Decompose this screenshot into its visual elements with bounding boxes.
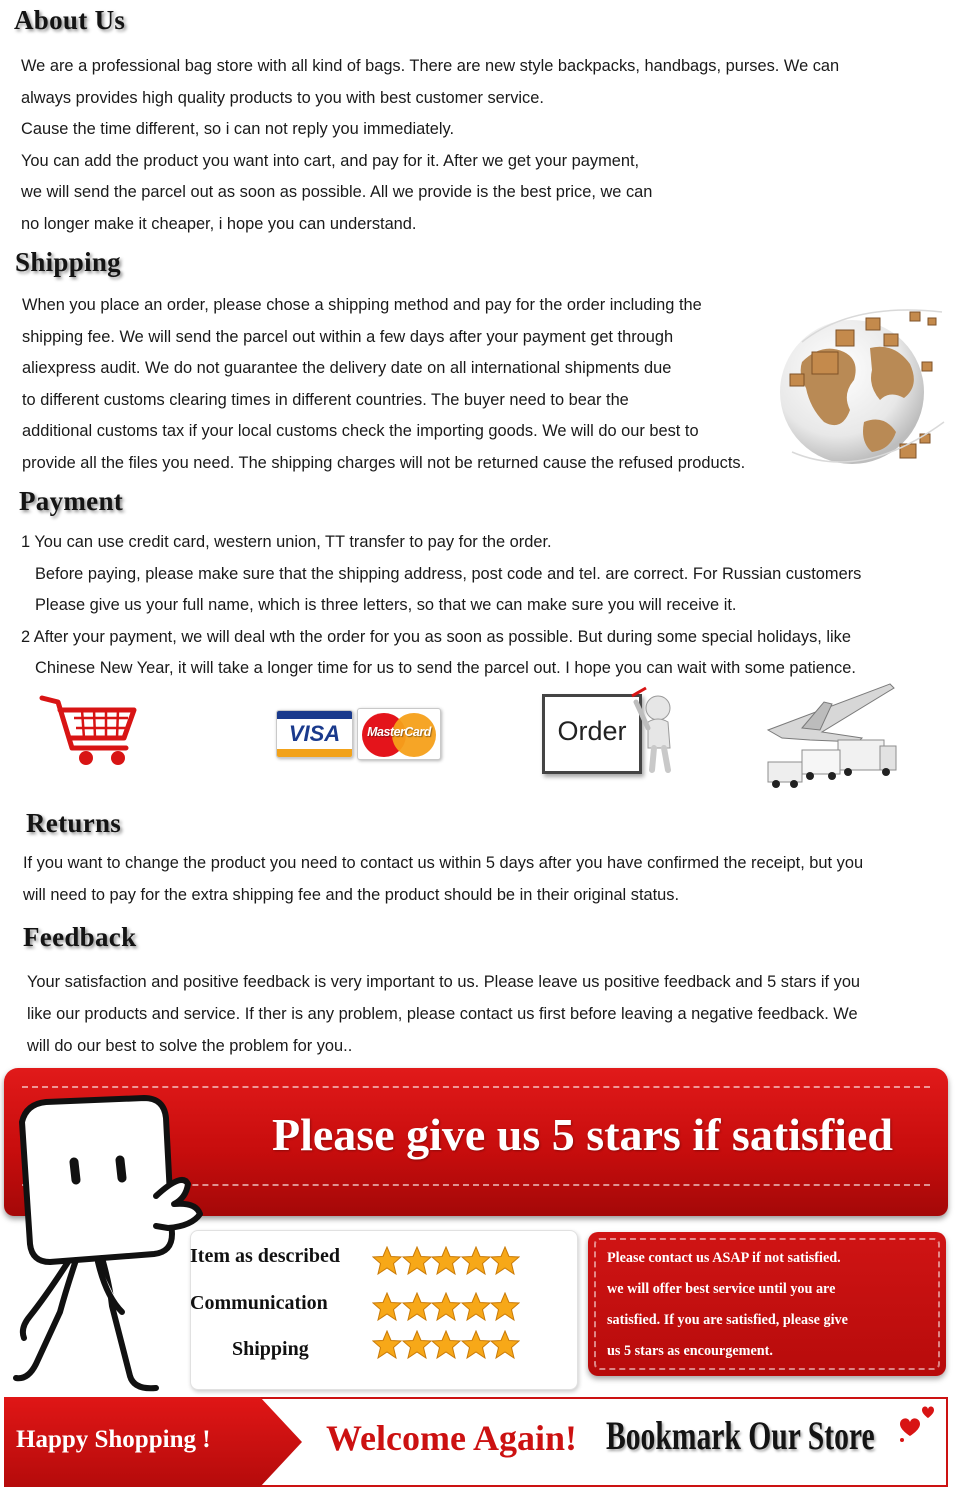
star-icon [372, 1246, 402, 1276]
payment-line: Chinese New Year, it will take a longer time for us to send the parcel out. I hope you can wait with some patience. [35, 659, 856, 677]
payment-line: Please give us your full name, which is three letters, so that we can make sure you will receive it. [35, 596, 737, 614]
rating-label-item: Item as described [190, 1245, 340, 1267]
payment-line: 2 After your payment, we will deal wth the order for you as soon as possible. But during some special holidays, like [21, 627, 851, 646]
about-line: You can add the product you want into cart, and pay for it. After we get your payment, [21, 151, 640, 170]
shipping-line: shipping fee. We will send the parcel out within a few days after your payment get through [22, 327, 674, 346]
payment-heading: Payment [19, 486, 124, 516]
notice-text [607, 1243, 942, 1367]
mastercard-icon [357, 708, 441, 760]
star-icon [490, 1292, 520, 1322]
star-icon [372, 1330, 402, 1360]
star-icon [431, 1292, 461, 1322]
notice-line: we will offer best service until you are [607, 1281, 836, 1297]
about-line: we will send the parcel out as soon as possible. All we provide is the best price, we can [21, 183, 653, 201]
returns-heading: Returns [26, 808, 122, 838]
visa-card-icon [276, 710, 353, 758]
returns-line: If you want to change the product you need to contact us within 5 days after you have confirmed the receipt, but you [23, 854, 864, 872]
star-icon [402, 1292, 432, 1322]
rating-label-shipping: Shipping [232, 1338, 309, 1360]
notice-line: us 5 stars as encourgement. [607, 1343, 773, 1359]
figure-pointing-icon [630, 686, 690, 776]
star-icon [461, 1330, 491, 1360]
shipping-line: aliexpress audit. We do not guarantee the delivery date on all international shipments due [22, 359, 672, 377]
globe-parcels-icon [772, 282, 952, 482]
feedback-line: like our products and service. If ther is any problem, please contact us first before leaving a negative feedback. We [27, 1005, 858, 1023]
star-icon [490, 1246, 520, 1276]
order-board [542, 694, 642, 774]
star-icon [402, 1246, 432, 1276]
happy-shopping-label: Happy Shopping ! [16, 1426, 211, 1453]
payment-line: 1 You can use credit card, western union, TT transfer to pay for the order. [21, 533, 552, 551]
mastercard-label: MasterCard [367, 725, 431, 739]
shipping-line: provide all the files you need. The shipping charges will not be returned cause the refused products. [22, 453, 746, 472]
feedback-line: Your satisfaction and positive feedback is very important to us. Please leave us positive feedback and 5 stars if you [27, 973, 861, 991]
returns-text [23, 848, 863, 911]
visa-label: VISA [288, 721, 341, 746]
feedback-line: will do our best to solve the problem for you.. [27, 1037, 353, 1055]
banner-title: Please give us 5 stars if satisfied [272, 1109, 893, 1160]
thumbs-up-mascot-icon [6, 1076, 212, 1396]
feedback-text [27, 966, 860, 1062]
payment-line: Before paying, please make sure that the shipping address, post code and tel. are correct. For Russian customers [35, 564, 862, 583]
star-icon [490, 1330, 520, 1360]
notice-line: satisfied. If you are satisfied, please give [607, 1312, 848, 1328]
star-icon [461, 1246, 491, 1276]
shipping-line: When you place an order, please chose a shipping method and pay for the order including the [22, 296, 702, 314]
about-heading: About Us [14, 5, 126, 35]
hearts-icon [890, 1400, 940, 1450]
plane-trucks-icon [762, 680, 902, 792]
notice-line: Please contact us ASAP if not satisfied. [607, 1250, 841, 1266]
rating-label-communication: Communication [190, 1292, 328, 1314]
shipping-heading: Shipping [15, 247, 121, 277]
about-line: no longer make it cheaper, i hope you can understand. [21, 214, 417, 233]
welcome-again-label: Welcome Again! [326, 1418, 577, 1458]
payment-text [21, 527, 861, 685]
shopping-cart-icon [38, 692, 138, 766]
about-line: Cause the time different, so i can not reply you immediately. [21, 120, 455, 138]
shipping-text [22, 290, 745, 479]
star-icon [461, 1292, 491, 1322]
feedback-heading: Feedback [23, 922, 137, 952]
returns-line: will need to pay for the extra shipping fee and the product should be in their original status. [23, 885, 680, 904]
star-icon [372, 1292, 402, 1322]
order-label: Order [557, 716, 627, 746]
about-text [21, 51, 839, 240]
star-icon [431, 1246, 461, 1276]
bookmark-store-link[interactable]: Bookmark Our Store [606, 1413, 875, 1458]
star-icon [402, 1330, 432, 1360]
about-line: always provides high quality products to you with best customer service. [21, 88, 544, 107]
star-icon [431, 1330, 461, 1360]
shipping-line: to different customs clearing times in different countries. The buyer need to bear the [22, 390, 629, 409]
shipping-line: additional customs tax if your local customs check the importing goods. We will do our best to [22, 422, 699, 440]
about-line: We are a professional bag store with all kind of bags. There are new style backpacks, handbags, purses. We can [21, 57, 840, 75]
